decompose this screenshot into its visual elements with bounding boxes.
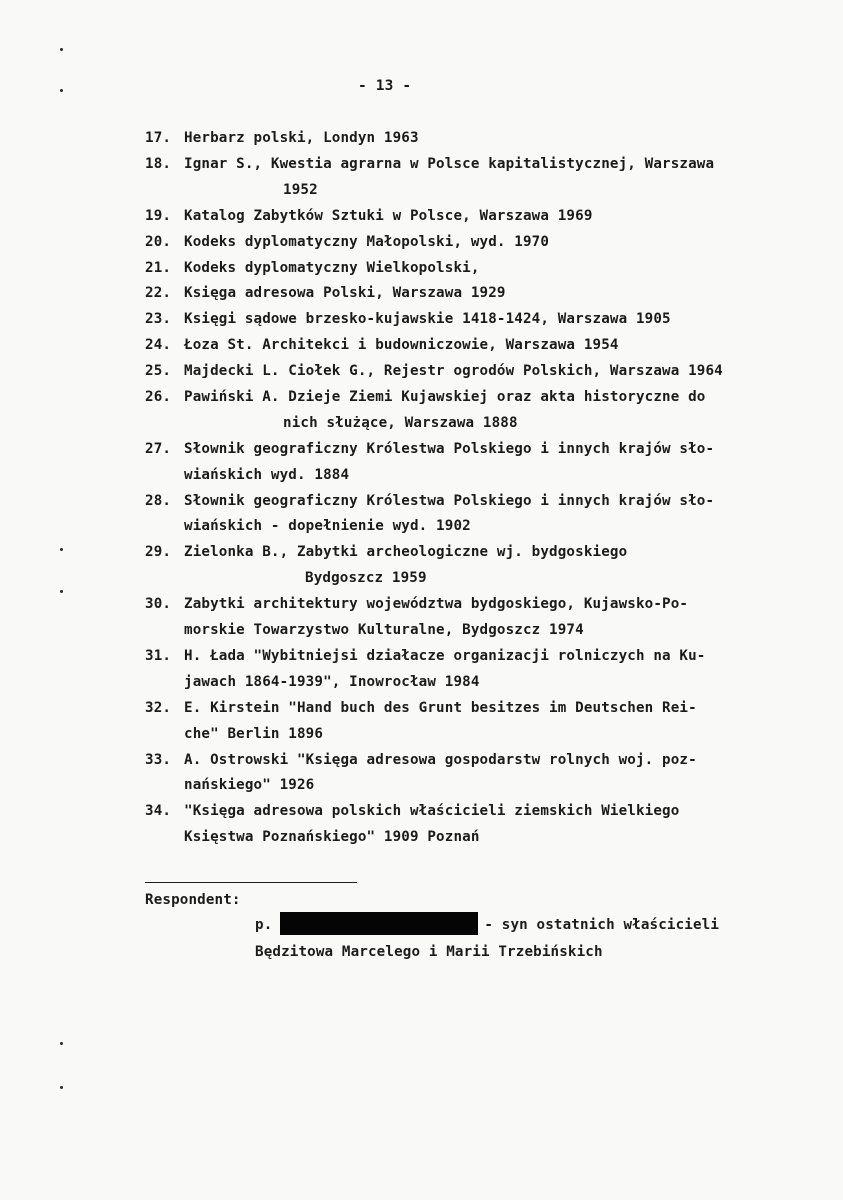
item-number: 24. [145, 337, 172, 354]
item-number: 18. [145, 155, 172, 172]
item-number: 27. [145, 440, 172, 457]
reference-text: Zielonka B., Zabytki archeologiczne wj. bydgoskiego [184, 544, 628, 561]
list-item [145, 281, 815, 307]
respondent-description: - syn ostatnich właścicieli [484, 917, 720, 933]
reference-text: Herbarz polski, Londyn 1963 [184, 130, 419, 146]
reference-text: Łoza St. Architekci i budowniczowie, Warszawa 1954 [184, 337, 619, 354]
respondent-line [255, 912, 719, 937]
reference-text: Katalog Zabytków Sztuki w Polsce, Warszawa 1969 [184, 207, 593, 224]
item-number: 32. [145, 699, 172, 716]
list-item [145, 592, 815, 644]
item-number: 30. [145, 596, 172, 613]
bibliography-list [145, 126, 815, 851]
margin-dot [60, 548, 63, 551]
reference-text-continuation: che" Berlin 1896 [184, 725, 324, 742]
reference-text-continuation: nańskiego" 1926 [184, 777, 315, 794]
list-item [145, 748, 815, 800]
reference-text-continuation: nich służące, Warszawa 1888 [283, 414, 518, 431]
list-item [145, 385, 815, 437]
reference-text: Kodeks dyplomatyczny Wielkopolski, [184, 259, 480, 276]
reference-text-continuation: 1952 [283, 181, 318, 198]
item-number: 17. [145, 130, 172, 146]
list-item [145, 359, 815, 385]
list-item [145, 799, 815, 851]
reference-text: Zabytki architektury województwa bydgoskiego, Kujawsko-Po- [184, 596, 689, 613]
list-item [145, 489, 815, 541]
item-number: 29. [145, 544, 172, 561]
list-item [145, 256, 815, 282]
reference-text-continuation: Księstwa Poznańskiego" 1909 Poznań [184, 829, 480, 846]
item-number: 31. [145, 647, 172, 664]
item-number: 26. [145, 389, 172, 406]
list-item [145, 696, 815, 748]
reference-text-continuation: wiańskich wyd. 1884 [184, 466, 350, 483]
item-number: 19. [145, 207, 172, 224]
reference-text: H. Łada "Wybitniejsi działacze organizacji rolniczych na Ku- [184, 647, 706, 664]
item-number: 33. [145, 751, 172, 768]
item-number: 23. [145, 311, 172, 328]
reference-text: Kodeks dyplomatyczny Małopolski, wyd. 1970 [184, 233, 550, 250]
margin-dot [60, 590, 63, 593]
list-item [145, 333, 815, 359]
item-number: 28. [145, 492, 172, 509]
list-item [145, 126, 815, 152]
margin-dot [60, 1042, 63, 1045]
reference-text: Pawiński A. Dzieje Ziemi Kujawskiej oraz akta historyczne do [184, 389, 706, 406]
reference-text: Ignar S., Kwestia agrarna w Polsce kapitalistycznej, Warszawa [184, 155, 715, 172]
item-number: 25. [145, 363, 172, 380]
list-item [145, 307, 815, 333]
list-item [145, 437, 815, 489]
respondent-label: Respondent: [145, 892, 241, 908]
item-number: 20. [145, 233, 172, 250]
reference-text: Słownik geograficzny Królestwa Polskiego i innych krajów sło- [184, 440, 715, 457]
list-item [145, 644, 815, 696]
reference-text-continuation: Bydgoszcz 1959 [305, 570, 427, 587]
item-number: 34. [145, 803, 172, 820]
list-item [145, 540, 815, 592]
list-item [145, 204, 815, 230]
item-number: 22. [145, 285, 172, 302]
redaction-bar [280, 912, 478, 935]
reference-text: A. Ostrowski "Księga adresowa gospodarstw rolnych woj. poz- [184, 751, 697, 768]
margin-dot [60, 89, 63, 92]
respondent-location: Będzitowa Marcelego i Marii Trzebińskich [255, 944, 603, 960]
reference-text: Majdecki L. Ciołek G., Rejestr ogrodów Polskich, Warszawa 1964 [184, 363, 723, 380]
reference-text-continuation: morskie Towarzystwo Kulturalne, Bydgoszcz 1974 [184, 622, 584, 639]
reference-text: E. Kirstein "Hand buch des Grunt besitzes im Deutschen Rei- [184, 699, 697, 716]
page-number: - 13 - [358, 78, 412, 94]
reference-text-continuation: wiańskich - dopełnienie wyd. 1902 [184, 518, 471, 535]
margin-dot [60, 1086, 63, 1089]
reference-text: Księga adresowa Polski, Warszawa 1929 [184, 285, 506, 302]
footnote-divider [145, 882, 357, 883]
margin-dot [60, 48, 63, 51]
reference-text: Słownik geograficzny Królestwa Polskiego i innych krajów sło- [184, 492, 715, 509]
list-item [145, 152, 815, 204]
list-item [145, 230, 815, 256]
respondent-prefix: p. [255, 917, 273, 933]
reference-text-continuation: jawach 1864-1939", Inowrocław 1984 [184, 673, 480, 690]
reference-text: "Księga adresowa polskich właścicieli ziemskich Wielkiego [184, 803, 680, 820]
reference-text: Księgi sądowe brzesko-kujawskie 1418-1424, Warszawa 1905 [184, 311, 671, 328]
item-number: 21. [145, 259, 172, 276]
